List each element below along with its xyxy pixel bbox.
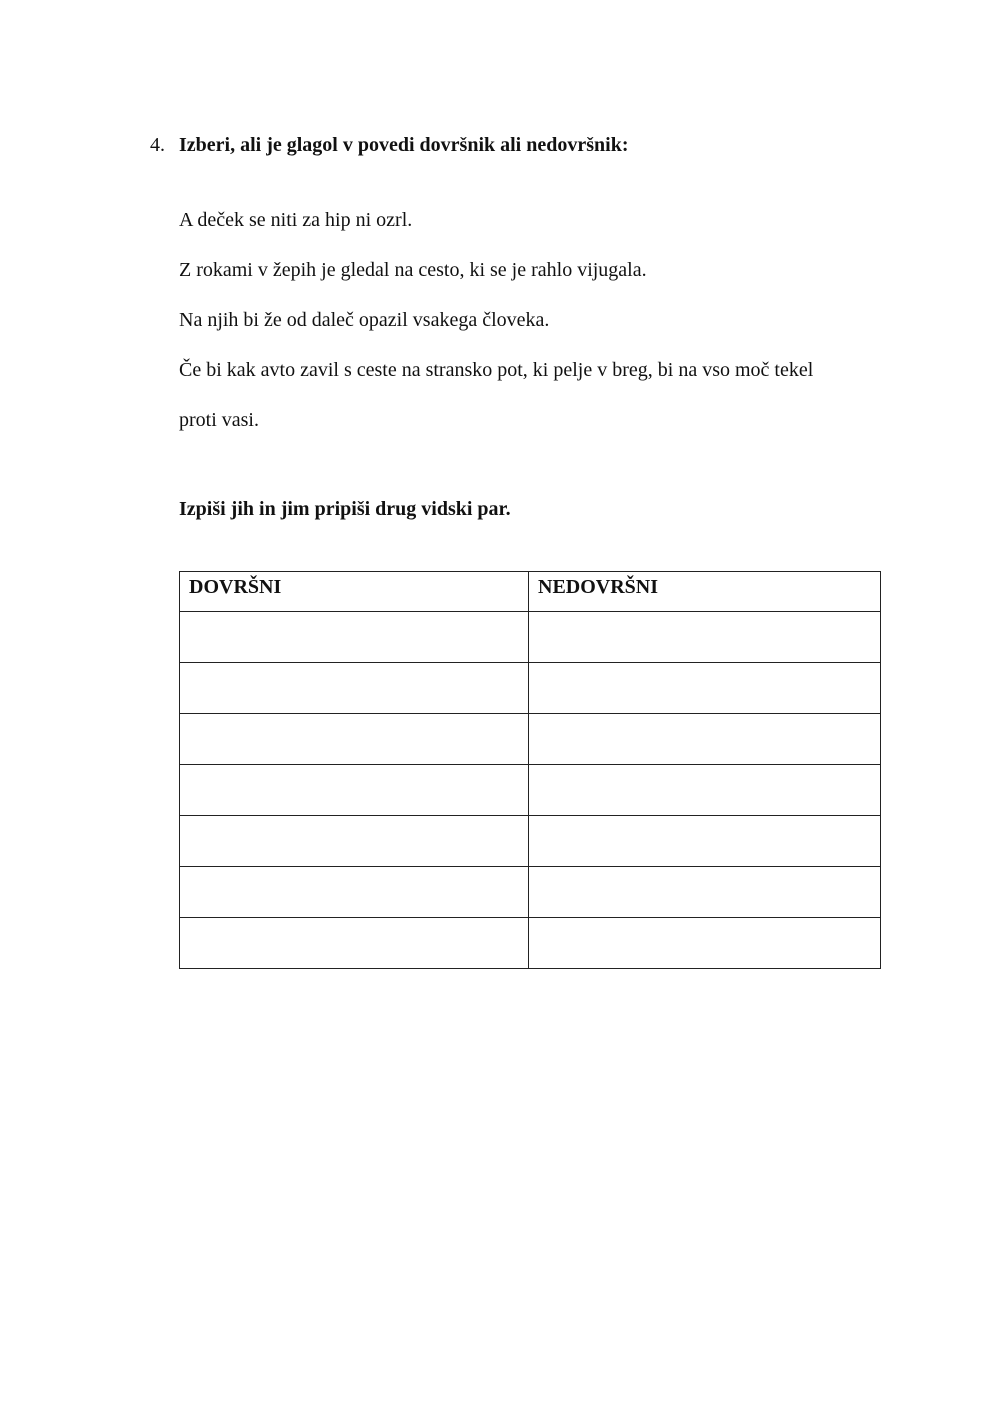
nedovrsni-cell[interactable] [529, 867, 881, 918]
table-row [180, 714, 881, 765]
table-header-row [180, 572, 881, 612]
task-title: Izberi, ali je glagol v povedi dovršnik ali nedovršnik: [179, 134, 629, 156]
table-row [180, 867, 881, 918]
instruction: Izpiši jih in jim pripiši drug vidski par. [179, 498, 511, 520]
header-dovrsni: DOVRŠNI [180, 572, 529, 612]
table-row [180, 612, 881, 663]
dovrsni-cell[interactable] [180, 663, 529, 714]
table-row [180, 918, 881, 969]
task-heading [150, 131, 628, 159]
nedovrsni-cell[interactable] [529, 714, 881, 765]
table-row [180, 765, 881, 816]
passage [179, 205, 919, 455]
dovrsni-cell[interactable] [180, 765, 529, 816]
dovrsni-cell[interactable] [180, 867, 529, 918]
nedovrsni-cell[interactable] [529, 612, 881, 663]
nedovrsni-cell[interactable] [529, 816, 881, 867]
dovrsni-cell[interactable] [180, 918, 529, 969]
nedovrsni-cell[interactable] [529, 765, 881, 816]
dovrsni-cell[interactable] [180, 612, 529, 663]
passage-line: A deček se niti za hip ni ozrl. [179, 209, 413, 231]
passage-line: Če bi kak avto zavil s ceste na stransko pot, ki pelje v breg, bi na vso moč tekel [179, 359, 814, 381]
task-number: 4. [150, 134, 165, 156]
passage-line: Na njih bi že od daleč opazil vsakega človeka. [179, 309, 550, 331]
answer-table [179, 571, 881, 969]
nedovrsni-cell[interactable] [529, 663, 881, 714]
dovrsni-cell[interactable] [180, 816, 529, 867]
table-row [180, 816, 881, 867]
passage-line: Z rokami v žepih je gledal na cesto, ki se je rahlo vijugala. [179, 259, 647, 281]
table-row [180, 663, 881, 714]
header-nedovrsni: NEDOVRŠNI [529, 572, 881, 612]
passage-line: proti vasi. [179, 409, 259, 431]
nedovrsni-cell[interactable] [529, 918, 881, 969]
dovrsni-cell[interactable] [180, 714, 529, 765]
